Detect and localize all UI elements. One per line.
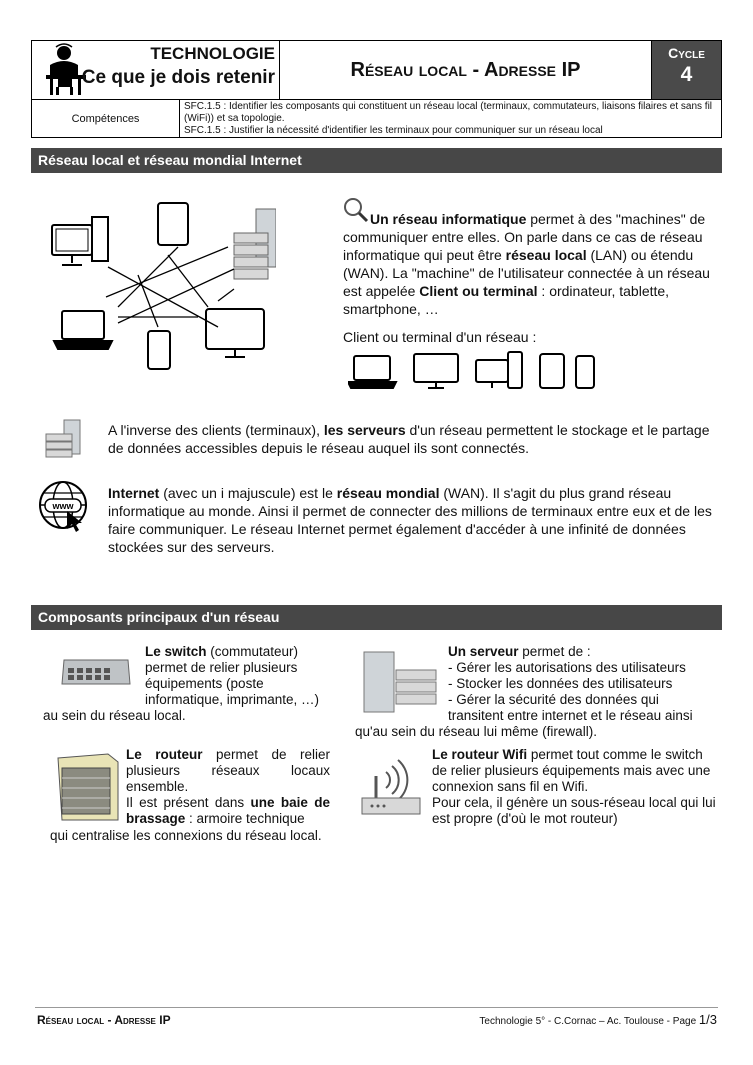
router-text-1: permet de relier plusieurs réseaux locaux ensemble. [126,747,330,794]
term-internet: Internet [108,485,160,501]
server-text-top [448,644,713,724]
cycle-label: Cycle [668,45,705,61]
footer-credits-text: Technologie 5° - C.Cornac – Ac. Toulouse - Page [479,1016,699,1027]
competences-row [32,99,721,138]
p2-text-2: d'un réseau permettent le stockage et le partage de données accessibles depuis le réseau auquel ils sont connectés. [108,422,710,456]
switch-text-top [145,644,330,708]
network-diagram-illustration [48,197,276,375]
footer-title: Réseau local - Adresse IP [37,1013,171,1027]
term-server: Un serveur [448,644,519,659]
internet-paragraph [108,484,718,556]
www-label: www [52,501,74,511]
switch-icon [60,654,132,688]
subtitle-label: Ce que je dois retenir [81,67,275,88]
footer-page-number: 1 [698,1012,707,1027]
switch-text-bottom: au sein du réseau local. [43,708,186,723]
wifi-text-2: Pour cela, il génère un sous-réseau local qui lui est propre (d'où le mot routeur) [432,795,716,826]
p3-text-1: (avec un i majuscule) est le [159,485,337,501]
cycle-number: 4 [680,63,693,86]
term-wifi-router: Le routeur Wifi [432,747,528,762]
server-icon [42,418,84,458]
p1-text-3: : ordinateur, tablette, smartphone, … [343,283,670,317]
router-text-top [126,747,330,827]
competences-text [184,101,719,137]
server-line-2: - Stocker les données des utilisateurs [448,676,673,691]
client-devices-icons [348,350,598,390]
term-patch-rack: une baie de brassage [126,795,330,826]
p1-text-1: permet à des "machines" de communiquer entre elles. On parle dans ce cas de réseau informatique qui peut être [343,211,706,263]
switch-text-1: (commutateur) permet de relier plusieurs équipements (poste informatique, imprimante, …) [145,644,320,707]
www-globe-icon [37,479,93,535]
footer-credits [479,1012,717,1027]
term-world-network: réseau mondial [336,485,440,501]
server-rack-icon [360,650,440,714]
competence-2: SFC.1.5 : Justifier la nécessité d'identifier les terminaux pour communiquer sur un réseau local [184,125,603,136]
p2-text-1: A l'inverse des clients (terminaux), [108,422,324,438]
cycle-cell [652,41,721,99]
server-text-bottom: qu'au sein du réseau lui même (firewall). [355,724,597,739]
server-line-3: - Gérer la sécurité des données qui transitent entre internet et le réseau ainsi [448,692,693,723]
servers-paragraph [108,421,718,457]
patch-rack-icon [48,750,122,824]
header-table [31,40,722,138]
page-title-cell [280,41,652,99]
section-heading-network: Réseau local et réseau mondial Internet [31,148,722,173]
router-text-bottom: qui centralise les connexions du réseau local. [50,828,322,843]
clients-label: Client ou terminal d'un réseau : [343,329,537,345]
subject-label: TECHNOLOGIE [150,44,275,63]
wifi-router-icon [358,754,424,820]
router-text-3a: : armoire technique [185,811,305,826]
server-line-1: - Gérer les autorisations des utilisateurs [448,660,686,675]
term-router: Le routeur [126,747,203,762]
footer-divider [35,1007,718,1008]
term-local-network: réseau local [505,247,587,263]
wifi-router-paragraph [432,747,717,827]
p3-text-2: (WAN). Il s'agit du plus grand réseau informatique au monde. Ainsi il permet de connecter des millions de terminaux entre eux et de les faire communiquer. Le réseau Internet permet également d'accéder à une infinité de données stockées sur des serveurs. [108,485,712,555]
header-subject-cell [32,41,280,99]
competences-label: Compétences [32,100,180,138]
section-heading-components: Composants principaux d'un réseau [31,605,722,630]
page-title: Réseau local - Adresse IP [350,58,581,81]
term-switch: Le switch [145,644,207,659]
router-text-2: Il est présent dans [126,795,251,810]
server-text-0: permet de : [518,644,591,659]
p1-text-2: (LAN) ou étendu (WAN). La "machine" de l'utilisateur connectée à un réseau est appelée [343,247,710,299]
footer-page-total: /3 [706,1012,717,1027]
term-client: Client ou terminal [419,283,538,299]
wifi-text-1: permet tout comme le switch de relier plusieurs équipements mais avec une connexion sans fil en Wifi. [432,747,711,794]
network-definition-paragraph [343,210,713,318]
term-network: Un réseau informatique [370,211,527,227]
term-servers: les serveurs [323,422,406,438]
competence-1: SFC.1.5 : Identifier les composants qui constituent un réseau local (terminaux, commutateurs, liaisons filaires et sans fil (WiFi)) et sa topologie. [184,101,713,124]
